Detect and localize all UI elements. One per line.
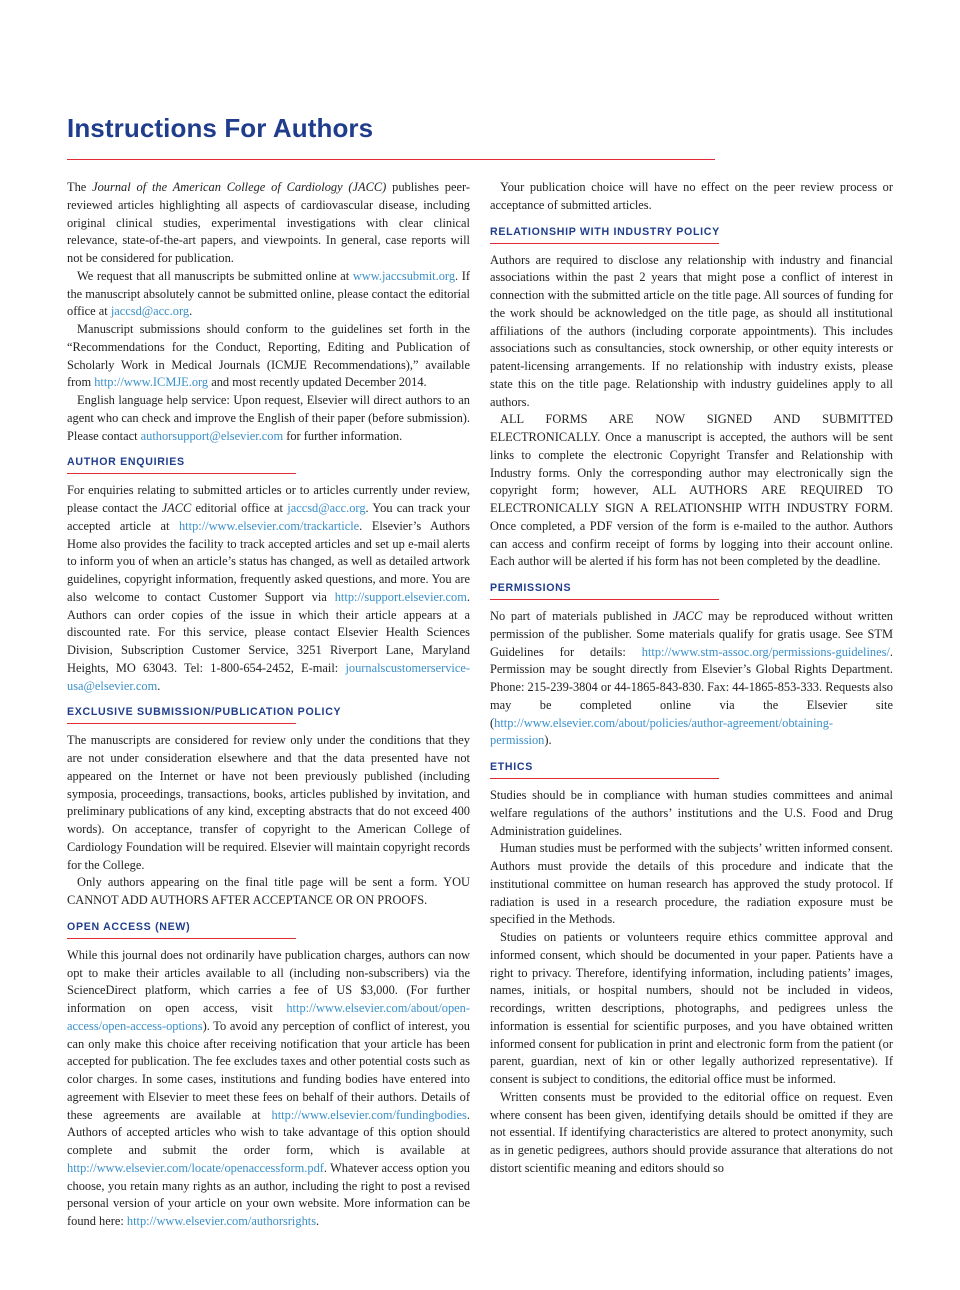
text: . [189,304,193,319]
title-divider [67,159,715,160]
section-divider [490,243,719,244]
section-divider [490,778,719,779]
authorsrights-link[interactable]: http://www.elsevier.com/authorsrights [126,1214,317,1228]
intro-paragraph-2 [67,268,470,321]
section-divider [67,938,296,939]
author-enquiries-paragraph [67,482,470,695]
left-column [67,179,470,1231]
text: publishes peer-reviewed articles highlighting all aspects of cardiovascular disease, including original clinical studies, experimental investigations with clear clinical relevance, state-of-the-art papers, and viewpoints. In general, case reports will not be considered for publication. [67,180,470,265]
icmje-link[interactable]: http://www.ICMJE.org [94,375,209,390]
text: . Elsevier’s Authors Home also provides the facility to track accepted articles and set up e-mail alerts to inform you of when an article’s status has changed, as well as detailed artwork guidelines, copyright information, frequently asked questions, and more. You are also welcome to contact Customer Support via [67,518,470,604]
text: Manuscript submissions should conform to the guidelines set forth in the “Recommendations for the Conduct, Reporting, Editing and Publication of Scholarly Work in Medical Journals (ICMJE Recommendations),” available from [67,322,470,390]
text: English language help service: Upon request, Elsevier will direct authors to an agent who can check and improve the English of their paper (before submission). Please contact [67,393,470,443]
section-divider [67,473,296,474]
text: . If the manuscript absolutely cannot be submitted online, please contact the editorial office at [67,268,470,319]
text: . Permission may be sought directly from Elsevier’s Global Rights Department. Phone: 215-239-3804 or 44-1865-843-830. Fax: 44-1865-853-333. Requests also may be completed online via the Elsevier site ( [490,644,893,730]
jaccsd-email-link[interactable]: jaccsd@acc.org [110,304,190,319]
text: for further information. [283,428,403,443]
text: ). [544,733,552,748]
journal-abbrev: JACC [161,501,192,515]
open-access-options-link[interactable]: http://www.elsevier.com/about/open-access/open-access-options [67,1001,470,1033]
section-heading-permissions: PERMISSIONS [490,582,572,594]
ethics-paragraph-4: Written consents must be provided to the editorial office on request. Even where consent has been given, identifying details should be omitted if they are not essential. If identifying characteristics are altered to protect anonymity, such as in genetic pedigrees, authors should provide assurance that alterations do not distort scientific meaning and editors should so [490,1089,893,1175]
openaccessform-link[interactable]: http://www.elsevier.com/locate/openaccessform.pdf [67,1160,324,1175]
right-column [490,179,893,1178]
open-access-paragraph-2: Your publication choice will have no effect on the peer review process or acceptance of submitted articles. [490,180,893,212]
section-heading-ethics: ETHICS [490,761,534,773]
text: ). To avoid any perception of conflict of interest, you can only make this choice after receiving notification that your article has been accepted for publication. The fee excludes taxes and other potential costs such as color charges. In some cases, institutions and funding bodies have entered into agreement with Elsevier to meet these fees on behalf of their authors. Details of these agreements are available at [67,1018,470,1122]
support-link[interactable]: http://support.elsevier.com [334,589,467,604]
fundingbodies-link[interactable]: http://www.elsevier.com/fundingbodies [271,1107,467,1122]
industry-paragraph-2: ALL FORMS ARE NOW SIGNED AND SUBMITTED ELECTRONICALLY. Once a manuscript is accepted, the authors will be sent links to complete the electronic Copyright Transfer and Relationship with Industry forms. Only the corresponding author may electronically sign the copyright form; however, ALL AUTHORS ARE REQUIRED TO ELECTRONICALLY SIGN A RELATIONSHIP WITH INDUSTRY FORM. Once completed, a PDF version of the form is e-mailed to the author. Authors can access and confirm receipt of forms by logging into their account online. Each author will be alerted if his form has not been completed by the deadline. [490,412,893,569]
exclusive-paragraph-1: The manuscripts are considered for review only under the conditions that they are not under consideration elsewhere and that the data presented have not appeared on the Internet or have not been previously published (including symposia, proceedings, transactions, books, articles published by invitation, and preliminary publications of any kind, excepting abstracts that do not exceed 400 words). On acceptance, transfer of copyright to the American College of Cardiology Foundation will be required. Elsevier will maintain copyright records for the College. [67,733,470,872]
text: For enquiries relating to submitted articles or to articles currently under review, please contact the [67,483,470,515]
ethics-paragraph-3: Studies on patients or volunteers require ethics committee approval and informed consent, which should be documented in your paper. Patients have a right to privacy. Therefore, identifying information, including patients’ images, names, initials, or hospital numbers, should not be included in videos, recordings, written descriptions, photographs, and pedigrees unless the information is essential for scientific purposes, and you have obtained written informed consent for publication in print and electronic form from the patient (or parent, guardian, next of kin or other legally authorized representative). If consent is subject to conditions, the editorial office must be informed. [490,930,893,1086]
text: . [316,1214,320,1228]
trackarticle-link[interactable]: http://www.elsevier.com/trackarticle [178,518,360,533]
permissions-paragraph [490,608,893,750]
jaccsubmit-link[interactable]: www.jaccsubmit.org [352,268,456,283]
ethics-paragraph-1: Studies should be in compliance with human studies committees and animal welfare regulations of the authors’ institutions and the U.S. Food and Drug Administration guidelines. [490,788,893,838]
section-heading-author-enquiries: AUTHOR ENQUIRIES [67,456,185,469]
section-heading-open-access: OPEN ACCESS (NEW) [67,920,191,933]
section-divider [67,723,296,724]
journal-name: Journal of the American College of Cardiology (JACC) [92,180,387,194]
text: . Whatever access option you choose, you retain many rights as an author, including the right to post a revised personal version of your article on your own website. More information can be found here: [67,1160,470,1228]
stm-guidelines-link[interactable]: http://www.stm-assoc.org/permissions-guidelines/ [641,644,890,659]
journal-abbrev: JACC [672,609,703,623]
text: editorial office at [191,501,288,515]
intro-paragraph-1 [67,179,470,268]
text: The [67,180,93,194]
text: . Authors can order copies of the issue in which their article appears at a discounted rate. For this service, please contact Elsevier Health Sciences Division, Subscription Customer Service, 3251 Riverport Lane, Maryland Heights, MO 63043. Tel: 1-800-654-2452, E-mail: [67,589,470,675]
jaccsd-email-link[interactable]: jaccsd@acc.org [287,501,366,515]
customer-service-email-link[interactable]: journalscustomerservice-usa@elsevier.com [67,660,470,693]
text: and most recently updated December 2014. [208,375,427,390]
industry-paragraph-1: Authors are required to disclose any relationship with industry and financial associations within the past 2 years that might pose a conflict of interest in connection with the submitted article on the title page. All sources of funding for the work should be acknowledged on the title page, as should all institutional affiliations of the authors (including corporate appointments). This includes associations such as consultancies, stock ownership, or other equity interests or patent-licensing arrangements. If no relationship with industry exists, please state this on the title page. Relationship with industry guidelines apply to all authors. [490,252,893,409]
intro-paragraph-3 [67,321,470,392]
section-heading-industry: RELATIONSHIP WITH INDUSTRY POLICY [490,225,720,238]
authorsupport-email-link[interactable]: authorsupport@elsevier.com [140,428,284,443]
page-title: Instructions For Authors [67,113,374,143]
text: We request that all manuscripts be submitted online at [77,268,353,283]
ethics-paragraph-2: Human studies must be performed with the subjects’ written informed consent. Authors must provide the details of this procedure and indicate that the institutional committee on human research has approved the study protocol. If radiation is used in a research procedure, the radiation exposure must be specified in the Methods. [490,841,893,927]
section-heading-exclusive-submission: EXCLUSIVE SUBMISSION/PUBLICATION POLICY [67,706,342,719]
exclusive-paragraph-2: Only authors appearing on the final title page will be sent a form. YOU CANNOT ADD AUTHORS AFTER ACCEPTANCE OR ON PROOFS. [67,875,470,907]
text: . You can track your accepted article at [67,501,470,533]
intro-paragraph-4 [67,392,470,445]
open-access-paragraph-1 [67,947,470,1231]
text: . Authors of accepted articles who wish to take advantage of this option should complete and submit the order form, which is available at [67,1107,470,1157]
text: While this journal does not ordinarily have publication charges, authors can now opt to make their articles available to all (including non-subscribers) via the ScienceDirect platform, which carries a fee of US $3,000. (For further information on open access, visit [67,947,470,1015]
text: No part of materials published in [490,609,673,623]
text: . [157,678,161,693]
obtaining-permission-link[interactable]: http://www.elsevier.com/about/policies/author-agreement/obtaining-permission [490,715,834,748]
section-divider [490,599,719,600]
text: may be reproduced without written permission of the publisher. Some materials qualify for gratis usage. See STM Guidelines for details: [490,609,893,659]
